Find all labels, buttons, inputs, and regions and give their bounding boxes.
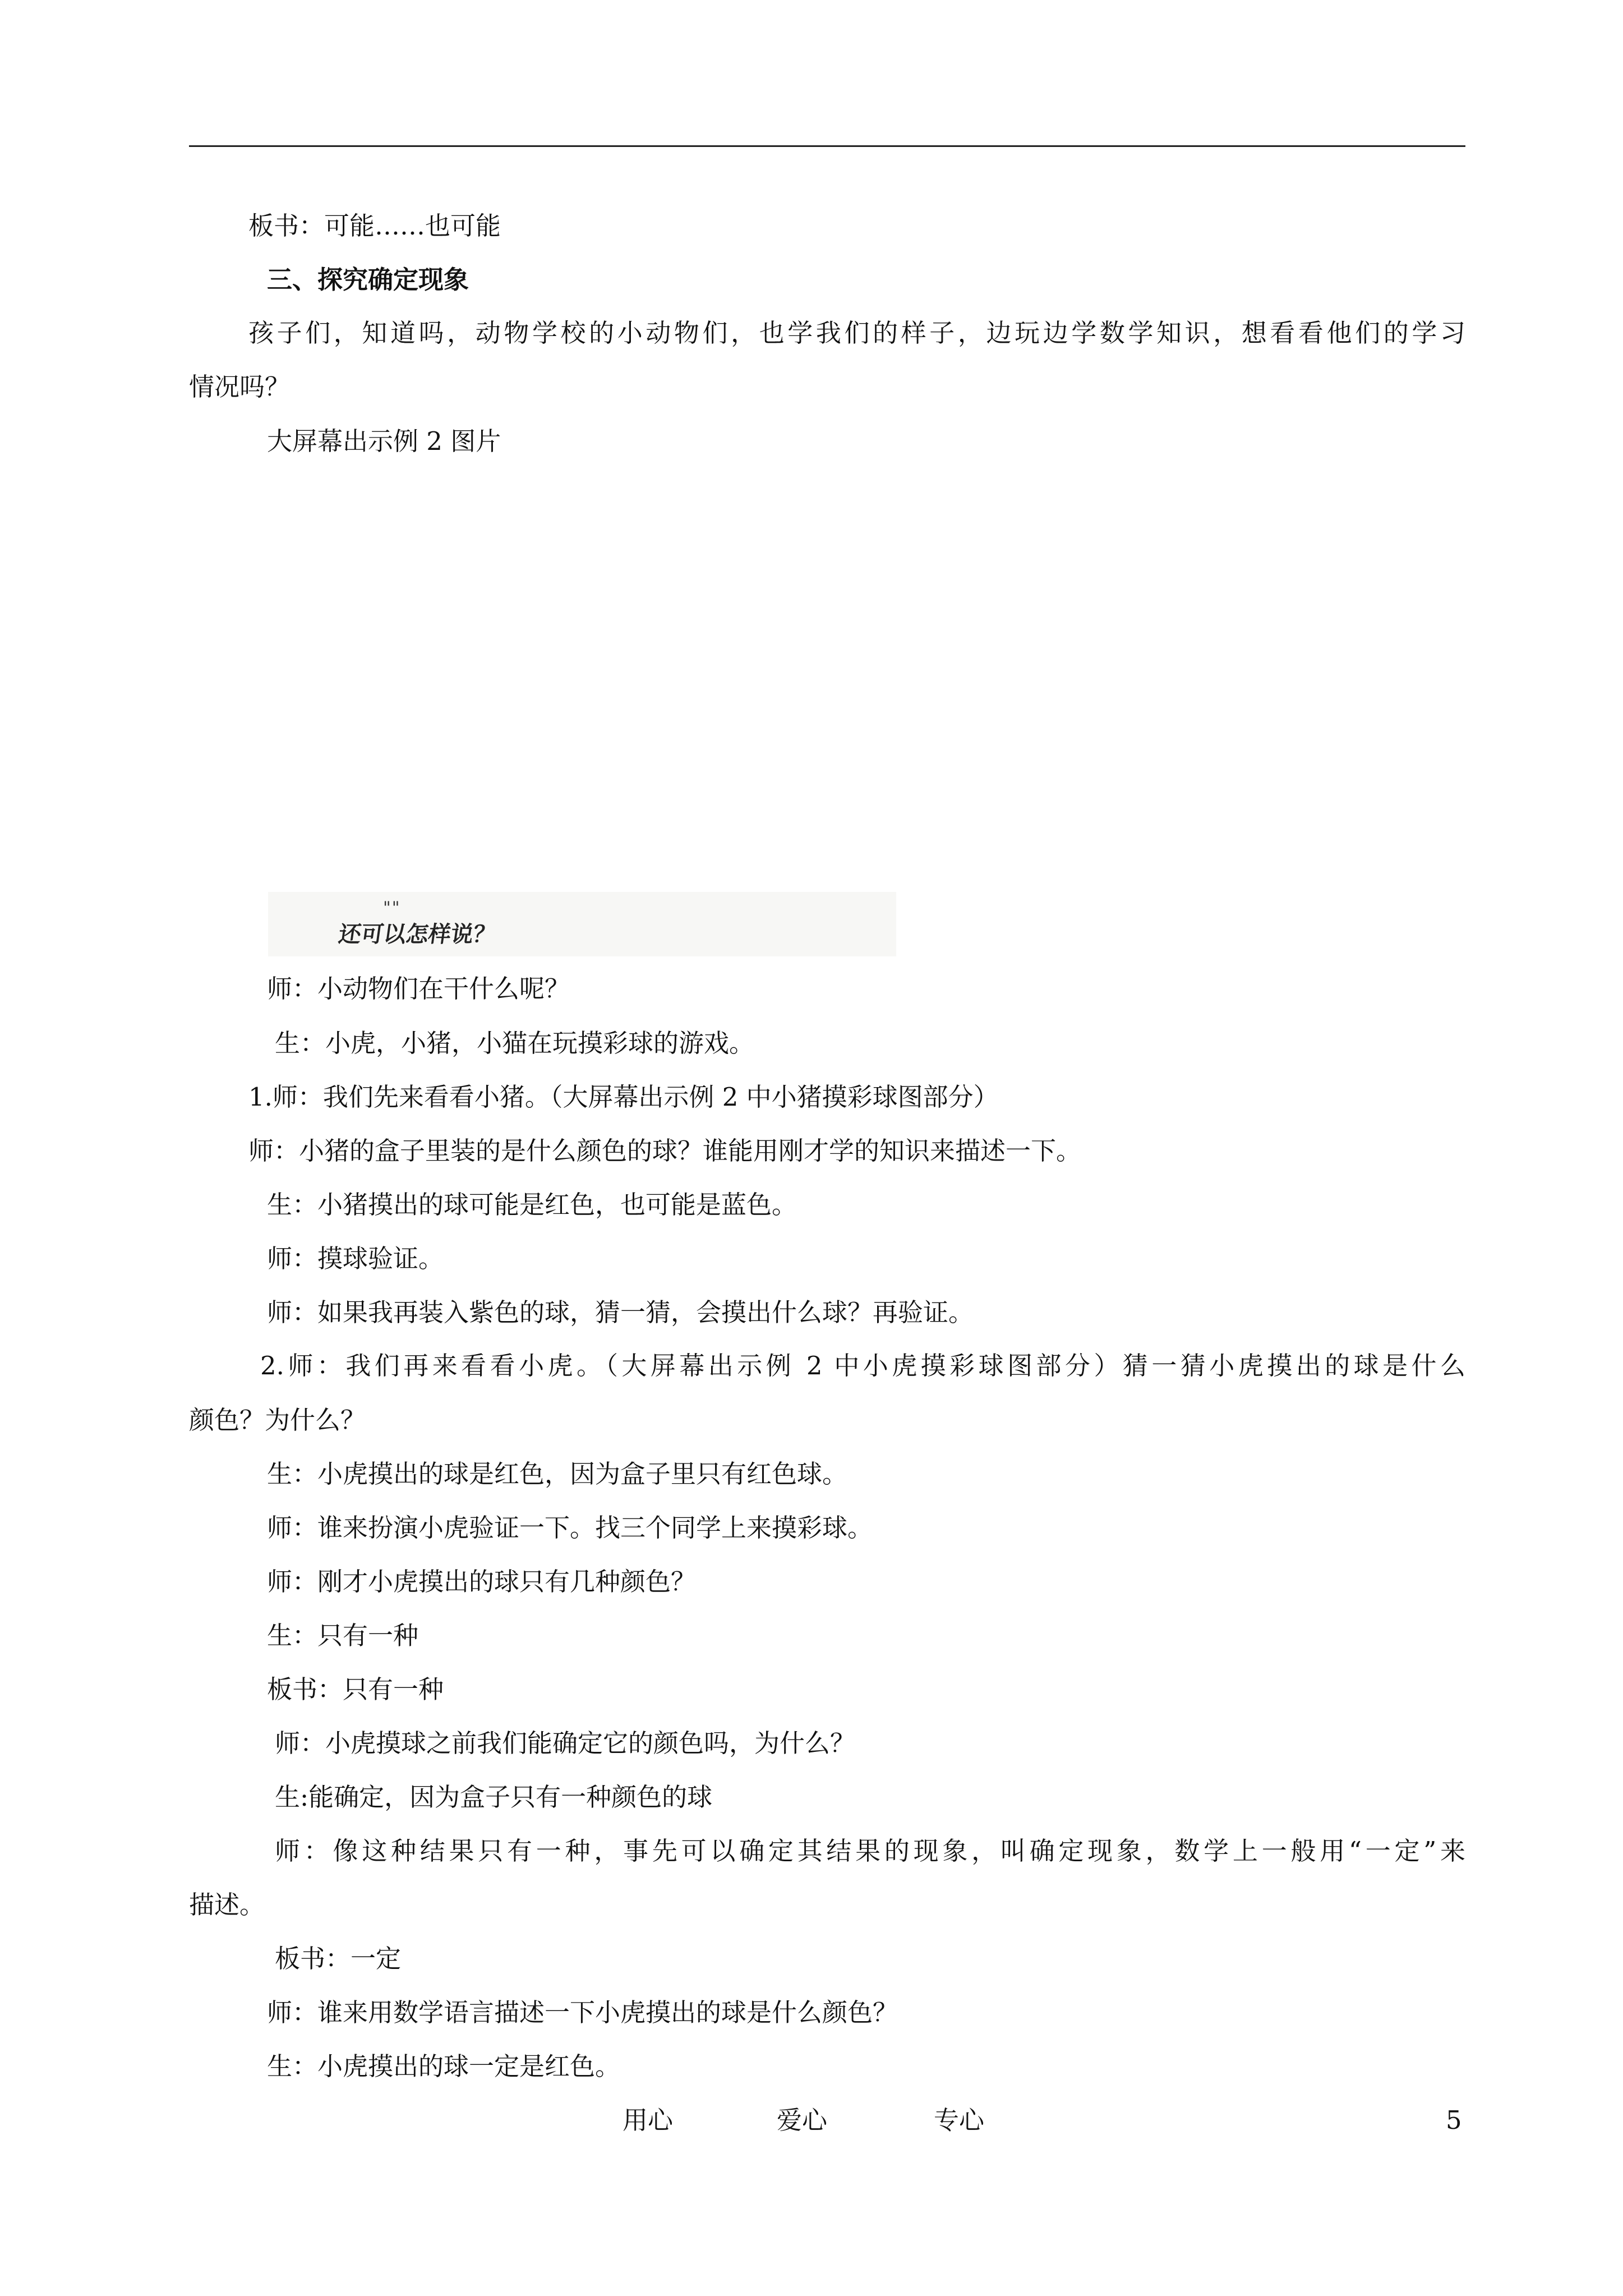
footer-right: 专心: [934, 2105, 985, 2135]
paragraph-3: 孩子们，知道吗，动物学校的小动物们，也学我们的样子，边玩边学数学知识，想看看他们的学习: [248, 318, 1465, 348]
paragraph-15: 生：小虎摸出的球是红色，因为盒子里只有红色球。: [267, 1459, 848, 1489]
paragraph-14: 颜色？为什么？: [189, 1405, 366, 1435]
paragraph-21: 生:能确定，因为盒子只有一种颜色的球: [275, 1782, 713, 1812]
example-figure: [268, 892, 896, 956]
figure-mark: "": [383, 898, 401, 918]
paragraph-6: 师：小动物们在干什么呢？: [267, 974, 570, 1004]
paragraph-11: 师：摸球验证。: [267, 1244, 444, 1273]
footer-center: 爱心: [777, 2105, 828, 2135]
header-rule: [189, 145, 1465, 147]
paragraph-7: 生：小虎，小猪，小猫在玩摸彩球的游戏。: [275, 1028, 755, 1058]
paragraph-12: 师：如果我再装入紫色的球，猜一猜，会摸出什么球？再验证。: [267, 1297, 974, 1327]
paragraph-5: 大屏幕出示例 2 图片: [267, 426, 501, 456]
paragraph-17: 师：刚才小虎摸出的球只有几种颜色？: [267, 1567, 697, 1596]
paragraph-25: 师：谁来用数学语言描述一下小虎摸出的球是什么颜色？: [267, 1998, 898, 2027]
paragraph-10: 生：小猪摸出的球可能是红色，也可能是蓝色。: [267, 1190, 797, 1220]
paragraph-20: 师：小虎摸球之前我们能确定它的颜色吗，为什么？: [275, 1728, 856, 1758]
page-number: 5: [1446, 2105, 1462, 2135]
footer-left: 用心: [623, 2105, 674, 2135]
paragraph-16: 师：谁来扮演小虎验证一下。找三个同学上来摸彩球。: [267, 1513, 873, 1543]
paragraph-4: 情况吗？: [189, 372, 291, 402]
paragraph-8: 1.师：我们先来看看小猪。（大屏幕出示例 2 中小猪摸彩球图部分）: [248, 1082, 999, 1112]
paragraph-23: 描述。: [189, 1890, 265, 1920]
paragraph-18: 生：只有一种: [267, 1621, 419, 1650]
paragraph-19: 板书：只有一种: [267, 1674, 444, 1704]
figure-caption: 还可以怎样说？: [336, 921, 498, 947]
paragraph-9: 师：小猪的盒子里装的是什么颜色的球？谁能用刚才学的知识来描述一下。: [248, 1136, 1082, 1166]
paragraph-1: 板书：可能……也可能: [248, 211, 501, 241]
paragraph-24: 板书：一定: [275, 1944, 402, 1973]
section-heading: 三、探究确定现象: [267, 265, 469, 295]
paragraph-26: 生：小虎摸出的球一定是红色。: [267, 2051, 621, 2081]
paragraph-13: 2.师：我们再来看看小虎。（大屏幕出示例 2 中小虎摸彩球图部分）猜一猜小虎摸出的球是什么: [260, 1351, 1465, 1381]
paragraph-22: 师：像这种结果只有一种，事先可以确定其结果的现象，叫确定现象，数学上一般用“一定”来: [275, 1836, 1465, 1866]
